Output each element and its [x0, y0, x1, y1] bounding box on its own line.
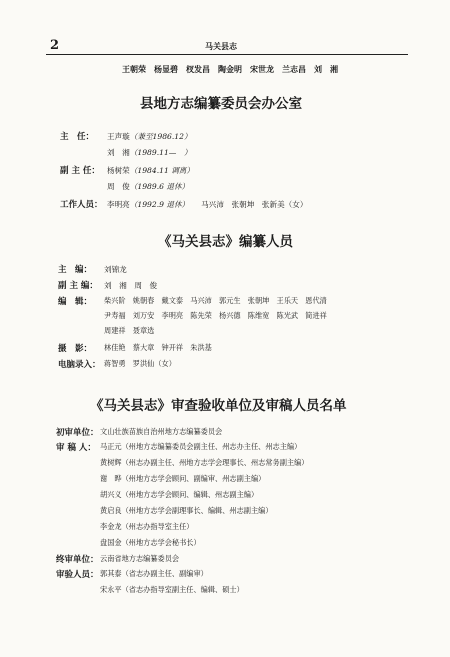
editor-line-1: 柴兴阶 姚朝春 戴文泰 马兴沛 郭元生 张朝坤 王乐天 恩代清 [104, 296, 327, 305]
reviewer-4: 胡兴义（州地方志学会顾问、编辑、州志副主编） [100, 490, 259, 499]
continued-member-names: 王朝荣 杨显碧 杈发昌 陶金明 宋世龙 兰志昌 刘 湘 [122, 64, 338, 74]
page-number: 2 [50, 38, 60, 53]
reviewer-6: 李金龙（州志办指导室主任） [100, 522, 194, 531]
reviewer-3: 谢 晔（州地方志学会顾问、副编审、州志副主编） [100, 474, 266, 483]
typists: 蒋智勇 罗洪仙（女） [104, 359, 176, 368]
reviewer-2: 黄树辉（州志办副主任、州地方志学会理事长、州志常务副主编） [100, 458, 309, 467]
chief-editor: 刘锦龙 [104, 265, 127, 274]
final-reviewer-2: 宋永平（省志办指导室副主任、编辑、硕士） [100, 585, 244, 594]
office-deputy-2: 周 俊（1989.6 退休） [107, 182, 190, 191]
reviewer-1: 马正元（州地方志编纂委员会副主任、州志办主任、州志主编） [100, 442, 302, 451]
editor-line-3: 周建祥 聂章选 [104, 326, 155, 335]
office-director-label: 主 任： [60, 132, 95, 142]
office-director-2: 刘 湘（1989.11— ） [107, 148, 192, 157]
office-deputy-label: 副 主 任： [60, 166, 100, 176]
office-staff: 李明亮（1992.9 退休） 马兴沛 张朝坤 张新美（女） [107, 200, 308, 209]
header-rule [46, 54, 408, 55]
editors-section-title: 《马关县志》编纂人员 [158, 234, 293, 250]
first-review-unit: 文山壮族苗族自治州地方志编纂委员会 [100, 427, 223, 436]
office-staff-label: 工作人员： [60, 200, 103, 210]
office-section-title: 县地方志编纂委员会办公室 [140, 96, 302, 112]
reviewers-label: 审 稿 人： [56, 443, 96, 453]
final-reviewer-1: 郭其泰（省志办副主任、副编审） [100, 569, 208, 578]
deputy-editor: 刘 湘 周 俊 [104, 281, 158, 290]
final-review-unit: 云南省地方志编纂委员会 [100, 554, 180, 563]
reviewer-7: 盘国金（州地方志学会秘书长） [100, 538, 201, 547]
office-deputy-1: 杨树荣（1984.11 调离） [107, 166, 194, 175]
editor-line-2: 尹寿福 刘万安 李明亮 陈先荣 杨兴德 陈维宽 陈光武 简进祥 [104, 311, 327, 320]
reviewer-5: 黄启良（州地方志学会副理事长、编辑、州志副主编） [100, 506, 273, 515]
photographers: 林佳艳 蔡大章 钟开祥 朱洪基 [104, 343, 212, 352]
chief-editor-label: 主 编： [58, 265, 93, 275]
deputy-editor-label: 副 主 编： [58, 281, 98, 291]
running-header: 马关县志 [205, 41, 237, 51]
review-section-title: 《马关县志》审查验收单位及审稿人员名单 [90, 398, 347, 414]
typist-label: 电脑录入： [58, 360, 101, 370]
photographer-label: 摄 影： [58, 344, 93, 354]
first-review-unit-label: 初审单位： [56, 428, 99, 438]
final-reviewers-label: 审验人员： [56, 570, 99, 580]
editor-label: 编 辑： [58, 297, 93, 307]
office-director-1: 王声璇（兼至1986.12） [107, 132, 192, 141]
final-review-unit-label: 终审单位： [56, 555, 99, 565]
